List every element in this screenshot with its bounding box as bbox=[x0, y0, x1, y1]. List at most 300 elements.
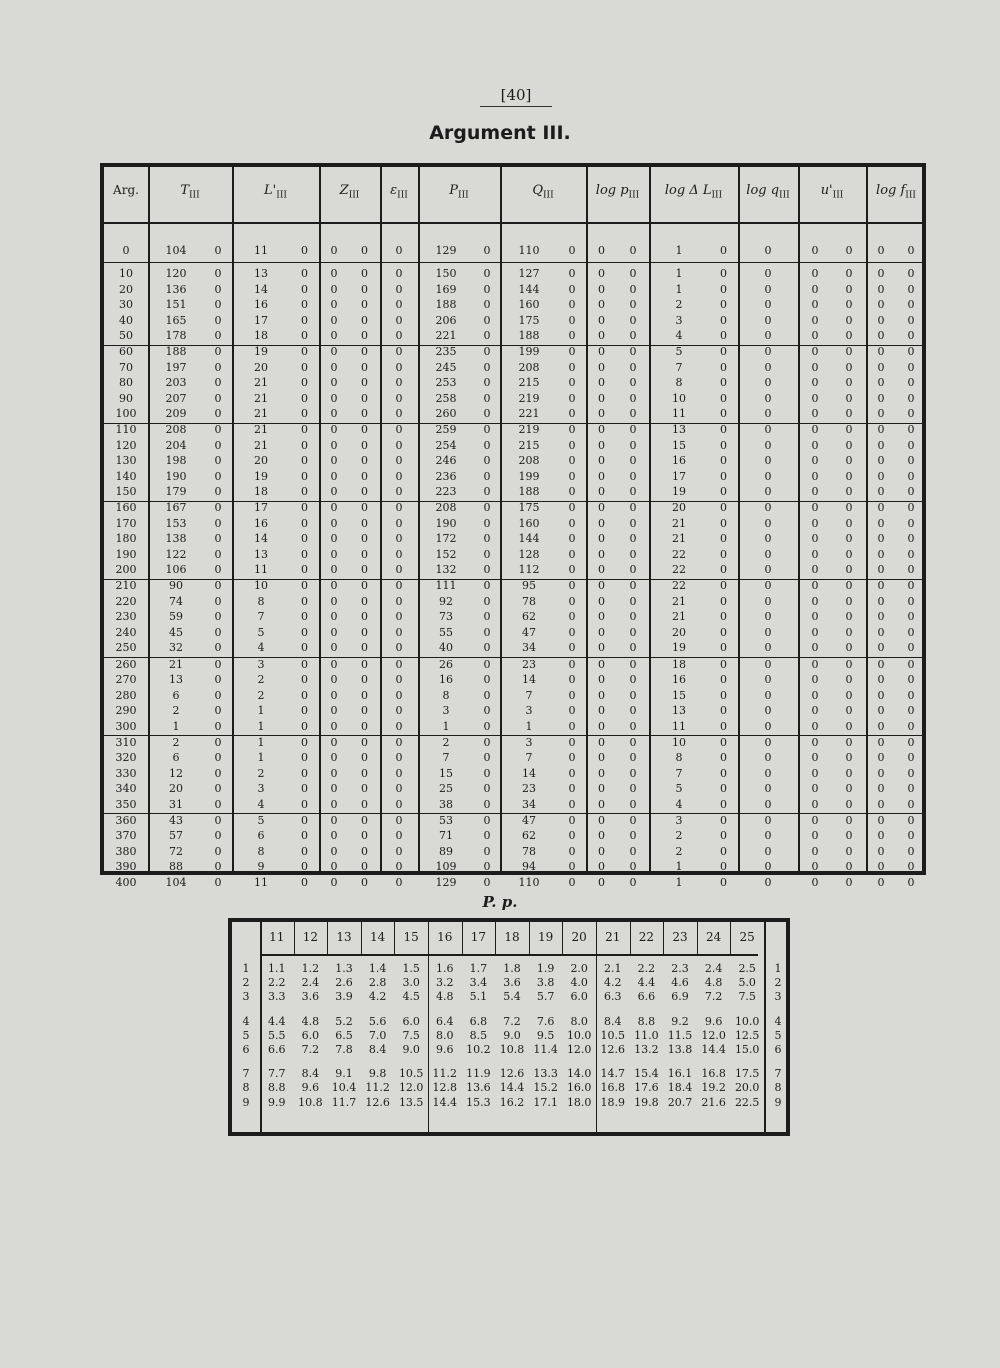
value-cell: 0 bbox=[361, 719, 368, 733]
value-cell: 22 bbox=[672, 547, 686, 561]
value-cell: 15 bbox=[672, 688, 686, 702]
pp-column-header: 13 bbox=[336, 930, 352, 944]
pp-value-cell: 12.0 bbox=[701, 1028, 726, 1042]
table-row bbox=[104, 422, 922, 437]
value-cell: 0 bbox=[568, 829, 576, 843]
pp-value-cell: 10.0 bbox=[734, 1014, 760, 1028]
arg-cell: 390 bbox=[115, 860, 137, 874]
value-cell: 0 bbox=[330, 829, 338, 843]
value-cell: 0 bbox=[907, 485, 915, 499]
arg-cell: 250 bbox=[115, 641, 137, 655]
value-cell: 199 bbox=[518, 345, 540, 359]
value-cell: 0 bbox=[811, 469, 819, 483]
pp-value-cell: 18.9 bbox=[600, 1095, 626, 1109]
value-cell: 1 bbox=[675, 244, 683, 257]
value-cell: 0 bbox=[764, 391, 772, 405]
value-cell: 0 bbox=[483, 282, 491, 296]
value-cell: 0 bbox=[811, 751, 819, 765]
value-cell: 0 bbox=[629, 345, 637, 359]
argument-table bbox=[100, 163, 926, 889]
value-cell: 165 bbox=[165, 313, 187, 327]
pp-header-rule bbox=[260, 954, 758, 956]
pp-value-cell: 22.5 bbox=[734, 1095, 760, 1109]
value-cell: 0 bbox=[907, 797, 915, 811]
column-header-text: log Δ L bbox=[664, 183, 712, 198]
value-cell: 0 bbox=[845, 735, 853, 749]
value-cell: 0 bbox=[877, 797, 885, 811]
value-cell: 221 bbox=[518, 407, 540, 421]
value-cell: 0 bbox=[214, 735, 222, 749]
value-cell: 0 bbox=[395, 719, 403, 733]
value-cell: 0 bbox=[301, 813, 308, 827]
value-cell: 0 bbox=[330, 782, 338, 796]
value-cell: 0 bbox=[845, 875, 853, 889]
value-cell: 45 bbox=[169, 625, 183, 639]
value-cell: 0 bbox=[764, 610, 772, 624]
value-cell: 0 bbox=[214, 625, 222, 639]
value-cell: 0 bbox=[907, 469, 915, 483]
value-cell: 207 bbox=[165, 391, 187, 405]
value-cell: 0 bbox=[598, 719, 605, 733]
value-cell: 0 bbox=[720, 376, 727, 390]
column-header bbox=[798, 183, 866, 200]
value-cell: 0 bbox=[845, 797, 853, 811]
column-header-text: Z bbox=[339, 183, 349, 198]
column-header bbox=[319, 183, 380, 200]
pp-value-cell: 5.5 bbox=[268, 1028, 286, 1042]
value-cell: 0 bbox=[301, 298, 308, 311]
table-row bbox=[104, 844, 922, 859]
pp-value-cell: 3.6 bbox=[301, 990, 320, 1004]
value-cell: 0 bbox=[811, 423, 819, 437]
value-cell: 55 bbox=[439, 625, 453, 639]
value-cell: 0 bbox=[361, 563, 368, 577]
value-cell: 0 bbox=[720, 735, 727, 749]
column-header-subscript: III bbox=[189, 190, 200, 201]
value-cell: 7 bbox=[257, 610, 265, 624]
value-cell: 0 bbox=[720, 501, 727, 515]
pp-row-label: 8 bbox=[774, 1081, 782, 1095]
value-cell: 0 bbox=[214, 860, 222, 874]
value-cell: 0 bbox=[877, 454, 885, 468]
value-cell: 0 bbox=[764, 860, 772, 874]
value-cell: 21 bbox=[254, 438, 268, 452]
value-cell: 172 bbox=[435, 532, 457, 546]
value-cell: 0 bbox=[720, 610, 727, 624]
value-cell: 0 bbox=[764, 657, 772, 671]
table-row bbox=[104, 243, 922, 258]
page-number: [40] bbox=[480, 86, 552, 107]
value-cell: 128 bbox=[518, 547, 540, 561]
value-cell: 0 bbox=[598, 673, 605, 686]
value-cell: 0 bbox=[629, 875, 637, 889]
value-cell: 0 bbox=[330, 844, 338, 858]
table-row bbox=[104, 781, 922, 796]
value-cell: 0 bbox=[598, 469, 605, 483]
value-cell: 88 bbox=[169, 860, 183, 874]
value-cell: 8 bbox=[257, 594, 265, 608]
value-cell: 0 bbox=[877, 485, 885, 499]
pp-value-cell: 12.0 bbox=[566, 1043, 592, 1056]
value-cell: 0 bbox=[301, 547, 308, 561]
value-cell: 1 bbox=[525, 719, 533, 733]
value-cell: 1 bbox=[257, 751, 265, 765]
pp-value-cell: 4.0 bbox=[570, 976, 588, 990]
column-header-text: Q bbox=[532, 183, 543, 198]
arg-cell: 180 bbox=[115, 532, 137, 546]
value-cell: 0 bbox=[811, 844, 819, 858]
value-cell: 0 bbox=[330, 641, 338, 655]
value-cell: 0 bbox=[301, 751, 308, 765]
value-cell: 34 bbox=[522, 641, 536, 655]
value-cell: 0 bbox=[483, 641, 491, 655]
value-cell: 18 bbox=[672, 657, 686, 671]
value-cell: 21 bbox=[672, 610, 686, 624]
value-cell: 0 bbox=[330, 813, 338, 827]
value-cell: 21 bbox=[672, 516, 686, 530]
value-cell: 0 bbox=[301, 360, 308, 374]
value-cell: 0 bbox=[395, 313, 403, 327]
value-cell: 1 bbox=[257, 735, 265, 749]
value-cell: 13 bbox=[169, 673, 183, 686]
value-cell: 0 bbox=[395, 516, 403, 530]
value-cell: 0 bbox=[598, 391, 605, 405]
pp-row-label: 1 bbox=[242, 962, 250, 975]
value-cell: 0 bbox=[361, 579, 368, 593]
value-cell: 0 bbox=[877, 657, 885, 671]
value-cell: 0 bbox=[395, 329, 403, 342]
column-header-subscript: III bbox=[397, 190, 408, 201]
value-cell: 0 bbox=[301, 532, 308, 546]
value-cell: 0 bbox=[877, 329, 885, 342]
value-cell: 0 bbox=[811, 829, 819, 843]
value-cell: 0 bbox=[907, 407, 915, 421]
value-cell: 0 bbox=[483, 563, 491, 577]
value-cell: 0 bbox=[629, 751, 637, 765]
value-cell: 0 bbox=[845, 673, 853, 686]
value-cell: 0 bbox=[301, 391, 308, 405]
value-cell: 0 bbox=[764, 673, 772, 686]
value-cell: 0 bbox=[361, 782, 368, 796]
value-cell: 0 bbox=[483, 298, 491, 311]
value-cell: 259 bbox=[435, 423, 457, 437]
value-cell: 0 bbox=[907, 782, 915, 796]
arg-cell: 170 bbox=[115, 516, 137, 530]
value-cell: 0 bbox=[907, 501, 915, 515]
table-row bbox=[104, 406, 922, 421]
value-cell: 0 bbox=[395, 704, 403, 717]
value-cell: 11 bbox=[254, 875, 268, 889]
value-cell: 0 bbox=[720, 516, 727, 530]
value-cell: 0 bbox=[811, 329, 819, 342]
pp-value-cell: 8.4 bbox=[301, 1067, 320, 1081]
value-cell: 0 bbox=[845, 329, 853, 342]
value-cell: 7 bbox=[675, 766, 683, 780]
table-row bbox=[104, 453, 922, 468]
value-cell: 0 bbox=[330, 751, 338, 765]
table-row bbox=[104, 469, 922, 484]
value-cell: 253 bbox=[435, 376, 457, 390]
pp-value-cell: 7.2 bbox=[704, 990, 723, 1004]
value-cell: 0 bbox=[395, 797, 403, 811]
table-row bbox=[104, 813, 922, 828]
table-row bbox=[104, 688, 922, 703]
value-cell: 0 bbox=[764, 766, 772, 780]
pp-value-cell: 6.0 bbox=[402, 1014, 420, 1028]
value-cell: 1 bbox=[675, 267, 683, 280]
value-cell: 0 bbox=[330, 688, 338, 702]
value-cell: 0 bbox=[845, 766, 853, 780]
value-cell: 0 bbox=[811, 282, 819, 296]
pp-value-cell: 5.2 bbox=[335, 1014, 353, 1028]
table-row bbox=[104, 578, 922, 593]
value-cell: 0 bbox=[361, 485, 368, 499]
value-cell: 0 bbox=[395, 563, 403, 577]
value-cell: 0 bbox=[720, 688, 727, 702]
value-cell: 11 bbox=[254, 563, 268, 577]
column-header-subscript: III bbox=[628, 190, 640, 201]
value-cell: 0 bbox=[361, 813, 368, 827]
value-cell: 0 bbox=[483, 594, 491, 608]
value-cell: 57 bbox=[169, 829, 183, 843]
pp-value-cell: 10.4 bbox=[331, 1081, 357, 1095]
column-header bbox=[232, 183, 319, 200]
value-cell: 0 bbox=[811, 407, 819, 421]
pp-value-cell: 12.6 bbox=[499, 1067, 525, 1081]
value-cell: 0 bbox=[395, 376, 403, 390]
value-cell: 0 bbox=[811, 563, 819, 577]
pp-value-cell: 12.0 bbox=[398, 1081, 424, 1095]
value-cell: 0 bbox=[877, 625, 885, 639]
value-cell: 0 bbox=[568, 547, 576, 561]
pp-value-cell: 7.5 bbox=[738, 990, 756, 1004]
pp-row-label: 4 bbox=[774, 1014, 782, 1028]
value-cell: 0 bbox=[629, 532, 637, 546]
value-cell: 14 bbox=[254, 282, 268, 296]
value-cell: 10 bbox=[254, 579, 268, 593]
value-cell: 0 bbox=[907, 751, 915, 765]
value-cell: 0 bbox=[568, 282, 576, 296]
value-cell: 0 bbox=[877, 563, 885, 577]
value-cell: 0 bbox=[907, 579, 915, 593]
pp-value-cell: 15.3 bbox=[466, 1095, 491, 1109]
value-cell: 0 bbox=[214, 719, 222, 733]
pp-value-cell: 10.0 bbox=[566, 1028, 592, 1042]
value-cell: 0 bbox=[845, 704, 853, 717]
pp-value-cell: 14.0 bbox=[566, 1067, 592, 1081]
value-cell: 0 bbox=[361, 673, 368, 686]
arg-cell: 0 bbox=[122, 244, 130, 257]
value-cell: 0 bbox=[720, 704, 727, 717]
pp-value-cell: 4.2 bbox=[368, 990, 387, 1004]
value-cell: 0 bbox=[629, 594, 637, 608]
arg-cell: 290 bbox=[115, 704, 137, 717]
value-cell: 0 bbox=[568, 673, 576, 686]
value-cell: 0 bbox=[214, 766, 222, 780]
value-cell: 0 bbox=[330, 391, 338, 405]
value-cell: 0 bbox=[720, 469, 727, 483]
value-cell: 0 bbox=[845, 813, 853, 827]
table-row bbox=[104, 750, 922, 765]
value-cell: 0 bbox=[598, 735, 605, 749]
value-cell: 0 bbox=[811, 875, 819, 889]
value-cell: 0 bbox=[629, 625, 637, 639]
pp-value-cell: 13.2 bbox=[634, 1043, 659, 1056]
value-cell: 0 bbox=[301, 860, 308, 874]
value-cell: 215 bbox=[518, 438, 540, 452]
value-cell: 10 bbox=[672, 391, 686, 405]
arg-cell: 140 bbox=[115, 469, 137, 483]
value-cell: 16 bbox=[254, 516, 268, 530]
arg-cell: 30 bbox=[119, 298, 133, 311]
pp-value-cell: 16.0 bbox=[566, 1081, 592, 1095]
value-cell: 0 bbox=[395, 501, 403, 515]
column-header-subscript: III bbox=[711, 190, 723, 201]
table-row bbox=[104, 735, 922, 750]
value-cell: 0 bbox=[214, 345, 222, 359]
column-header-subscript: III bbox=[779, 190, 790, 201]
value-cell: 0 bbox=[877, 516, 885, 530]
value-cell: 0 bbox=[568, 797, 576, 811]
pp-value-cell: 2.2 bbox=[637, 962, 656, 975]
value-cell: 0 bbox=[629, 485, 637, 499]
value-cell: 0 bbox=[598, 454, 605, 468]
pp-value-cell: 14.4 bbox=[499, 1081, 525, 1095]
value-cell: 0 bbox=[330, 860, 338, 874]
table-row bbox=[104, 640, 922, 655]
pp-value-cell: 9.9 bbox=[268, 1095, 286, 1109]
value-cell: 0 bbox=[395, 610, 403, 624]
value-cell: 0 bbox=[877, 735, 885, 749]
value-cell: 0 bbox=[301, 345, 308, 359]
value-cell: 0 bbox=[845, 719, 853, 733]
value-cell: 6 bbox=[172, 751, 180, 765]
value-cell: 73 bbox=[439, 610, 453, 624]
value-cell: 245 bbox=[435, 360, 457, 374]
value-cell: 0 bbox=[598, 501, 605, 515]
value-cell: 219 bbox=[518, 391, 540, 405]
value-cell: 0 bbox=[764, 298, 772, 311]
value-cell: 17 bbox=[672, 469, 686, 483]
value-cell: 62 bbox=[522, 829, 536, 843]
value-cell: 17 bbox=[254, 313, 268, 327]
pp-column-header: 16 bbox=[437, 930, 453, 944]
value-cell: 4 bbox=[257, 641, 265, 655]
value-cell: 0 bbox=[720, 766, 727, 780]
value-cell: 0 bbox=[629, 688, 637, 702]
value-cell: 0 bbox=[720, 657, 727, 671]
value-cell: 0 bbox=[395, 641, 403, 655]
value-cell: 0 bbox=[877, 766, 885, 780]
value-cell: 0 bbox=[720, 641, 727, 655]
value-cell: 6 bbox=[257, 829, 265, 843]
value-cell: 11 bbox=[672, 407, 686, 421]
value-cell: 0 bbox=[598, 751, 605, 765]
value-cell: 0 bbox=[907, 360, 915, 374]
value-cell: 0 bbox=[598, 641, 605, 655]
value-cell: 0 bbox=[598, 875, 605, 889]
value-cell: 0 bbox=[568, 438, 576, 452]
value-cell: 0 bbox=[395, 594, 403, 608]
value-cell: 0 bbox=[845, 860, 853, 874]
value-cell: 0 bbox=[845, 641, 853, 655]
value-cell: 0 bbox=[568, 454, 576, 468]
value-cell: 0 bbox=[811, 641, 819, 655]
value-cell: 0 bbox=[845, 407, 853, 421]
value-cell: 0 bbox=[720, 875, 727, 889]
pp-column-header: 11 bbox=[269, 930, 285, 944]
pp-value-cell: 12.8 bbox=[432, 1081, 458, 1095]
value-cell: 0 bbox=[877, 360, 885, 374]
value-cell: 246 bbox=[435, 454, 457, 468]
pp-value-cell: 14.7 bbox=[600, 1067, 626, 1081]
value-cell: 0 bbox=[568, 485, 576, 499]
value-cell: 0 bbox=[811, 391, 819, 405]
value-cell: 0 bbox=[361, 516, 368, 530]
value-cell: 16 bbox=[254, 298, 268, 311]
value-cell: 0 bbox=[361, 267, 368, 280]
value-cell: 0 bbox=[845, 360, 853, 374]
arg-cell: 70 bbox=[119, 360, 133, 374]
pp-value-cell: 3.8 bbox=[536, 976, 555, 990]
value-cell: 0 bbox=[598, 782, 605, 796]
value-cell: 0 bbox=[395, 813, 403, 827]
value-cell: 0 bbox=[330, 469, 338, 483]
value-cell: 7 bbox=[675, 360, 683, 374]
value-cell: 19 bbox=[254, 469, 268, 483]
value-cell: 0 bbox=[845, 547, 853, 561]
arg-cell: 50 bbox=[119, 329, 133, 342]
value-cell: 0 bbox=[361, 610, 368, 624]
pp-value-cell: 11.7 bbox=[331, 1095, 357, 1109]
value-cell: 0 bbox=[845, 423, 853, 437]
value-cell: 0 bbox=[811, 267, 819, 280]
value-cell: 0 bbox=[907, 860, 915, 874]
value-cell: 0 bbox=[877, 751, 885, 765]
pp-value-cell: 2.6 bbox=[335, 976, 353, 990]
value-cell: 14 bbox=[254, 532, 268, 546]
value-cell: 3 bbox=[257, 657, 265, 671]
value-cell: 0 bbox=[877, 875, 885, 889]
value-cell: 0 bbox=[330, 282, 338, 296]
value-cell: 0 bbox=[811, 797, 819, 811]
value-cell: 0 bbox=[483, 329, 491, 342]
value-cell: 110 bbox=[518, 875, 540, 889]
value-cell: 0 bbox=[629, 704, 637, 717]
value-cell: 0 bbox=[395, 625, 403, 639]
value-cell: 0 bbox=[330, 735, 338, 749]
value-cell: 0 bbox=[811, 485, 819, 499]
pp-value-cell: 8.4 bbox=[368, 1043, 387, 1056]
value-cell: 0 bbox=[877, 594, 885, 608]
value-cell: 0 bbox=[845, 751, 853, 765]
value-cell: 0 bbox=[877, 688, 885, 702]
value-cell: 0 bbox=[483, 673, 491, 686]
value-cell: 0 bbox=[361, 829, 368, 843]
value-cell: 0 bbox=[330, 407, 338, 421]
pp-value-cell: 2.1 bbox=[604, 962, 622, 975]
pp-value-cell: 9.6 bbox=[436, 1043, 454, 1056]
value-cell: 1 bbox=[442, 719, 450, 733]
arg-cell: 10 bbox=[119, 267, 133, 280]
value-cell: 2 bbox=[675, 829, 683, 843]
value-cell: 0 bbox=[483, 454, 491, 468]
value-cell: 0 bbox=[330, 454, 338, 468]
value-cell: 0 bbox=[811, 860, 819, 874]
value-cell: 0 bbox=[214, 673, 222, 686]
value-cell: 0 bbox=[845, 657, 853, 671]
value-cell: 0 bbox=[907, 657, 915, 671]
